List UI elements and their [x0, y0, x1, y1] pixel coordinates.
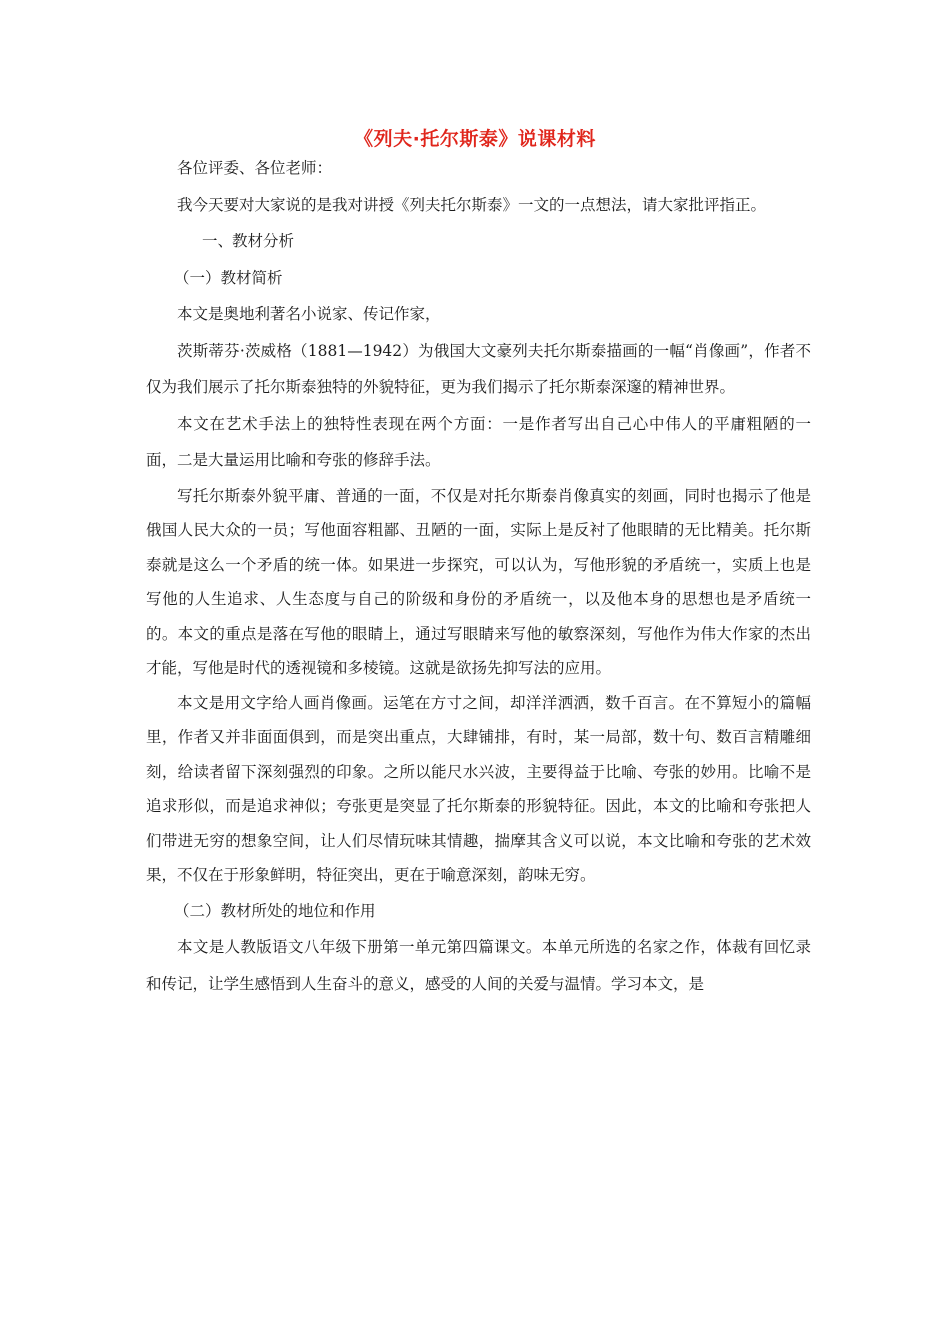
section-1-title: 教材分析 [232, 232, 295, 250]
paragraph-position: 本文是人教版语文八年级下册第一单元第四篇课文。本单元所选的名家之作，体裁有回忆录和传记，让学生感悟到人生奋斗的意义，感受的人间的关爱与温情。学习本文，是 [146, 938, 811, 993]
paragraph-portrait: 本文是用文字给人画肖像画。运笔在方寸之间，却洋洋洒洒，数千百言。在不算短小的篇幅里，作者又并非面面俱到，而是突出重点，大肆铺排，有时，某一局部，数十句、数百言精雕细刻，给读者留下深刻强烈的印象。之所以能尺水兴波，主要得益于比喻、夸张的妙用。比喻不是追求形似，而是追求神似；夸张更是突显了托尔斯泰的形貌特征。因此，本文的比喻和夸张把人们带进无穷的想象空间，让人们尽情玩味其情趣，揣摩其含义可以说，本文比喻和夸张的艺术效果，不仅在于形象鲜明，特征突出，更在于喻意深刻，韵味无穷。 [146, 693, 811, 884]
salutation: 各位评委、各位老师： [177, 159, 333, 177]
section-1-number: 一、 [202, 232, 234, 250]
paragraph-author-2: 茨斯蒂芬·茨威格（1881—1942）为俄国大文豪列夫托尔斯泰描画的一幅“肖像画”，作者不仅为我们展示了托尔斯泰独特的外貌特征，更为我们揭示了托尔斯泰深邃的精神世界。 [146, 341, 811, 396]
intro-paragraph: 我今天要对大家说的是我对讲授《列夫托尔斯泰》一文的一点想法，请大家批评指正。 [177, 195, 767, 214]
paragraph-author-1: 本文是奥地利著名小说家、传记作家， [177, 305, 441, 323]
section-1-heading [146, 223, 811, 260]
paragraph-appearance: 写托尔斯泰外貌平庸、普通的一面，不仅是对托尔斯泰肖像真实的刻画，同时也揭示了他是俄国人民大众的一员；写他面容粗鄙、丑陋的一面，实际上是反衬了他眼睛的无比精美。托尔斯泰就是这么一个矛盾的统一体。如果进一步探究，可以认为，写他形貌的矛盾统一，实质上也是写他的人生追求、人生态度与自己的阶级和身份的矛盾统一，以及他本身的思想也是矛盾统一的。本文的重点是落在写他的眼睛上，通过写眼睛来写他的敏察深刻，写他作为伟大作家的杰出才能，写他是时代的透视镜和多棱镜。这就是欲扬先抑写法的应用。 [146, 486, 811, 677]
subsection-1-heading: （一）教材简析 [174, 268, 283, 287]
document-title: 《列夫·托尔斯泰》说课材料 [354, 128, 596, 150]
subsection-2-heading: （二）教材所处的地位和作用 [174, 901, 376, 920]
paragraph-art: 本文在艺术手法上的独特性表现在两个方面：一是作者写出自己心中伟人的平庸粗陋的一面，二是大量运用比喻和夸张的修辞手法。 [146, 414, 811, 469]
document-body [146, 150, 811, 1002]
